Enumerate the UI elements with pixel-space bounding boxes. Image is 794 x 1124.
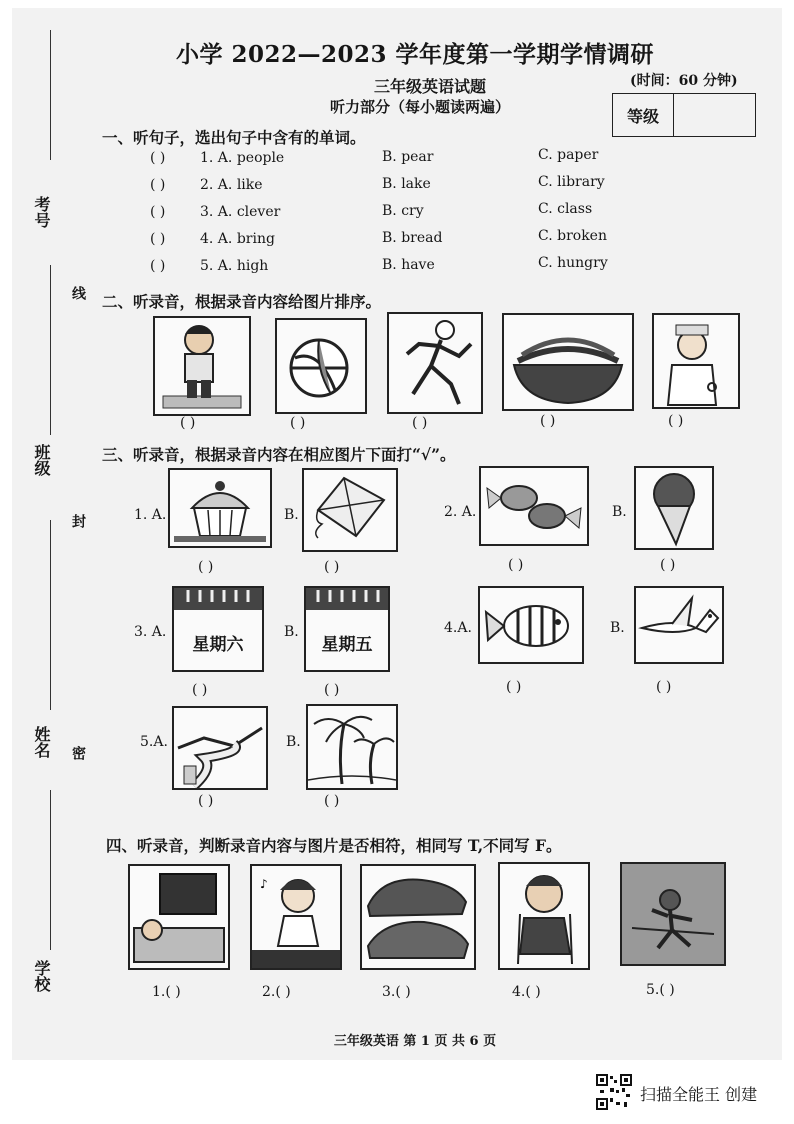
s3-q3-label-a: 3. A. (134, 624, 167, 640)
margin-line (50, 30, 51, 160)
name-label: 姓名 (32, 726, 51, 758)
section1-heading: 一、听句子，选出句子中含有的单词。 (102, 128, 366, 147)
page-footer: 三年级英语 第 1 页 共 6 页 (333, 1034, 497, 1049)
section2-heading: 二、听录音，根据录音内容给图片排序。 (102, 292, 382, 311)
s1-q1-paren[interactable]: ( ) (150, 150, 166, 166)
section4-heading: 四、听录音，判断录音内容与图片是否相符，相同写 T,不同写 F。 (106, 836, 562, 855)
exam-no-label: 考号 (32, 196, 51, 228)
s2-paren-5[interactable]: ( ) (668, 413, 684, 429)
calendar-a-text: 星期六 (192, 635, 244, 655)
grade-box (612, 93, 756, 137)
seal-line-mark: 线 (70, 286, 86, 300)
s4-paren-1[interactable]: 1.( ) (152, 984, 181, 1000)
s3-q5-paren-b[interactable]: ( ) (324, 793, 340, 809)
picture-runner (387, 312, 483, 414)
s3-q4-label-b: B. (610, 620, 625, 636)
picture-sleeping-tv (128, 864, 230, 970)
s3-q5-label-a: 5.A. (140, 734, 168, 750)
picture-shoes (360, 864, 476, 970)
s1-q5-option-b: B. have (382, 257, 435, 273)
s1-q2-option-c: C. library (538, 174, 605, 190)
s2-paren-4[interactable]: ( ) (540, 413, 556, 429)
s1-q2-option-b: B. lake (382, 176, 431, 192)
s3-q1-label-b: B. (284, 507, 299, 523)
class-label: 班级 (32, 444, 51, 476)
s3-q1-paren-b[interactable]: ( ) (324, 559, 340, 575)
s1-q4-option-c: C. broken (538, 228, 607, 244)
qr-code-icon (596, 1074, 632, 1110)
picture-fish (478, 586, 584, 664)
section3-heading: 三、听录音，根据录音内容在相应图片下面打“√”。 (102, 445, 456, 464)
s1-q4-paren[interactable]: ( ) (150, 231, 166, 247)
s3-q4-label-a: 4.A. (444, 620, 472, 636)
s1-q5-paren[interactable]: ( ) (150, 258, 166, 274)
s1-q1-option-b: B. pear (382, 149, 434, 165)
s4-paren-4[interactable]: 4.( ) (512, 984, 541, 1000)
picture-noodles (502, 313, 634, 411)
s3-q2-paren-a[interactable]: ( ) (508, 557, 524, 573)
s3-q1-label-a: 1. A. (134, 507, 167, 523)
s4-paren-2[interactable]: 2.( ) (262, 984, 291, 1000)
grade-label: 等级 (613, 94, 674, 136)
s1-q2-paren[interactable]: ( ) (150, 177, 166, 193)
s3-q3-paren-b[interactable]: ( ) (324, 682, 340, 698)
s3-q4-paren-a[interactable]: ( ) (506, 679, 522, 695)
picture-jumping (620, 862, 726, 966)
picture-cupcake (168, 468, 272, 548)
seal-secret-mark: 密 (70, 746, 86, 760)
exam-subtitle: 三年级英语试题 (373, 77, 486, 96)
picture-doctor (652, 313, 740, 409)
picture-calendar-saturday (172, 586, 264, 672)
s3-q5-label-b: B. (286, 734, 301, 750)
s2-paren-1[interactable]: ( ) (180, 415, 196, 431)
svg-text:♪: ♪ (260, 877, 268, 891)
picture-great-wall (172, 706, 268, 790)
s3-q4-paren-b[interactable]: ( ) (656, 679, 672, 695)
picture-candy (479, 466, 589, 546)
exam-title: 小学 2022—2023 学年度第一学期学情调研 (175, 41, 655, 68)
exam-time: (时间：60 分钟) (630, 73, 738, 89)
s2-paren-2[interactable]: ( ) (290, 415, 306, 431)
s4-paren-5[interactable]: 5.( ) (646, 982, 675, 998)
picture-sick-boy (153, 316, 251, 416)
s1-q5-option-a: 5. A. high (200, 258, 269, 274)
grade-field[interactable] (674, 94, 755, 136)
picture-ice-cream (634, 466, 714, 550)
margin-line (50, 790, 51, 950)
picture-palm-trees (306, 704, 398, 790)
margin-line (50, 520, 51, 710)
s1-q3-option-c: C. class (538, 201, 593, 217)
scanner-watermark: 扫描全能王 创建 (640, 1085, 758, 1104)
s1-q1-option-a: 1. A. people (200, 150, 285, 166)
s1-q1-option-c: C. paper (538, 147, 599, 163)
s1-q3-paren[interactable]: ( ) (150, 204, 166, 220)
s2-paren-3[interactable]: ( ) (412, 415, 428, 431)
school-label: 学校 (32, 960, 51, 992)
s1-q4-option-a: 4. A. bring (200, 231, 275, 247)
s3-q3-paren-a[interactable]: ( ) (192, 682, 208, 698)
picture-ball (275, 318, 367, 414)
margin-line (50, 265, 51, 435)
picture-calendar-friday (304, 586, 390, 672)
s1-q2-option-a: 2. A. like (200, 177, 263, 193)
calendar-b-text: 星期五 (321, 635, 373, 655)
s3-q1-paren-a[interactable]: ( ) (198, 559, 214, 575)
s3-q2-label-b: B. (612, 504, 627, 520)
s4-paren-3[interactable]: 3.( ) (382, 984, 411, 1000)
s1-q4-option-b: B. bread (382, 230, 443, 246)
picture-singing-girl (250, 864, 342, 970)
picture-nervous-boy (498, 862, 590, 970)
picture-bird (634, 586, 724, 664)
s1-q5-option-c: C. hungry (538, 255, 608, 271)
listening-heading: 听力部分（每小题读两遍） (330, 98, 511, 116)
s3-q3-label-b: B. (284, 624, 299, 640)
seal-seal-mark: 封 (70, 514, 86, 528)
s3-q5-paren-a[interactable]: ( ) (198, 793, 214, 809)
s3-q2-label-a: 2. A. (444, 504, 477, 520)
s1-q3-option-b: B. cry (382, 203, 424, 219)
s3-q2-paren-b[interactable]: ( ) (660, 557, 676, 573)
s1-q3-option-a: 3. A. clever (200, 204, 281, 220)
picture-kite (302, 468, 398, 552)
